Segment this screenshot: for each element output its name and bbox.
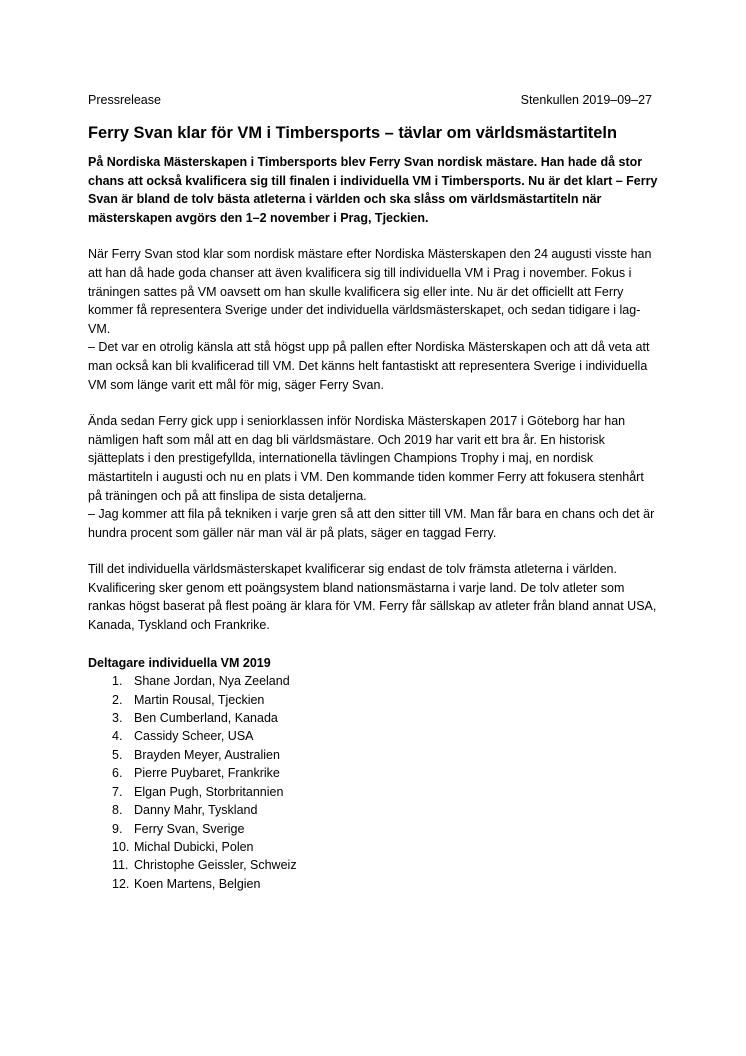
list-number: 8. [112,803,123,818]
participants-heading: Deltagare individuella VM 2019 [88,655,271,670]
participant-name: Ferry Svan, Sverige [134,821,245,836]
list-item [88,875,658,893]
paragraph-quote: – Det var en otrolig känsla att stå högst upp på pallen efter Nordiska Mästerskapen och att då veta att man också kan bli kvalificerad till VM. Det känns helt fantastiskt att representera Sverige i individuella VM som länge varit ett mål för mig, säger Ferry Svan. [88,340,650,392]
list-item [88,783,658,801]
document-label: Pressrelease [88,93,161,107]
list-item [88,746,658,764]
list-number: 9. [112,821,123,836]
participant-name: Michal Dubicki, Polen [134,839,254,854]
body-paragraph-2 [88,412,658,542]
lead-paragraph: På Nordiska Mästerskapen i Timbersports blev Ferry Svan nordisk mästare. Han hade då stor chans att också kvalificera sig till finalen i individuella VM i Timbersports. Nu är det klart – Ferry Svan är bland de tolv bästa atleterna i världen och ska slåss om världsmästartiteln när mästerskapen avgörs den 1–2 november i Prag, Tjeckien. [88,155,658,225]
body-paragraph-1 [88,245,658,394]
participant-name: Ben Cumberland, Kanada [134,711,278,726]
press-release-title: Ferry Svan klar för VM i Timbersports – tävlar om världsmästartiteln [88,124,617,142]
participant-name: Cassidy Scheer, USA [134,729,254,744]
list-number: 4. [112,729,123,744]
dateline: Stenkullen 2019–09–27 [520,93,652,107]
participant-name: Martin Rousal, Tjeckien [134,692,265,707]
list-item [88,672,658,690]
paragraph-quote: – Jag kommer att fila på tekniken i varje gren så att den sitter till VM. Man får bara en chans och det är hundra procent som gäller när man väl är på plats, säger en taggad Ferry. [88,507,655,540]
paragraph-text: När Ferry Svan stod klar som nordisk mästare efter Nordiska Mästerskapen den 24 augusti visste han att han då hade goda chanser att även kvalificera sig till individuella VM i Prag i november. Fokus i träningen sattes på VM oavsett om han skulle kvalificera sig eller inte. Nu är det officiellt att Ferry kommer få representera Sverige under det individuella världsmästerskapet, och sedan tidigare i lag-VM. [88,247,652,336]
participant-name: Shane Jordan, Nya Zeeland [134,674,290,689]
list-item [88,764,658,782]
document-header [88,91,658,109]
list-number: 6. [112,766,123,781]
list-item [88,727,658,745]
list-item [88,820,658,838]
list-number: 1. [112,674,123,689]
list-item [88,838,658,856]
list-item [88,856,658,874]
participant-name: Danny Mahr, Tyskland [134,803,258,818]
participant-name: Brayden Meyer, Australien [134,747,280,762]
list-number: 3. [112,711,123,726]
list-number: 7. [112,784,123,799]
paragraph-text: Till det individuella världsmästerskapet kvalificerar sig endast de tolv främsta atleterna i världen. Kvalificering sker genom ett poängsystem bland nationsmästarna i varje land. De tolv atleter som rankas högst baserat på flest poäng är klara för VM. Ferry får sällskap av atleter från bland annat USA, Kanada, Tyskland och Frankrike. [88,562,657,633]
participant-name: Pierre Puybaret, Frankrike [134,766,280,781]
participant-name: Elgan Pugh, Storbritannien [134,784,284,799]
paragraph-text: Ända sedan Ferry gick upp i seniorklassen inför Nordiska Mästerskapen 2017 i Göteborg har han nämligen haft som mål att en dag bli världsmästare. Och 2019 har varit ett bra år. En historisk sjätteplats i den prestigefyllda, internationella tävlingen Champions Trophy i maj, en nordisk mästartiteln i augusti och nu en plats i VM. Den kommande tiden kommer Ferry att fokusera stenhårt på träningen och på att finslipa de sista detaljerna. [88,414,644,503]
participant-name: Koen Martens, Belgien [134,876,261,891]
participant-name: Christophe Geissler, Schweiz [134,858,297,873]
list-number: 12. [112,876,130,891]
document-page [88,91,658,893]
list-number: 2. [112,692,123,707]
participants-list [88,672,658,893]
body-paragraph-3 [88,560,658,634]
list-number: 5. [112,747,123,762]
list-number: 11. [112,858,129,873]
list-item [88,709,658,727]
list-number: 10. [112,839,130,854]
list-item [88,691,658,709]
list-item [88,801,658,819]
